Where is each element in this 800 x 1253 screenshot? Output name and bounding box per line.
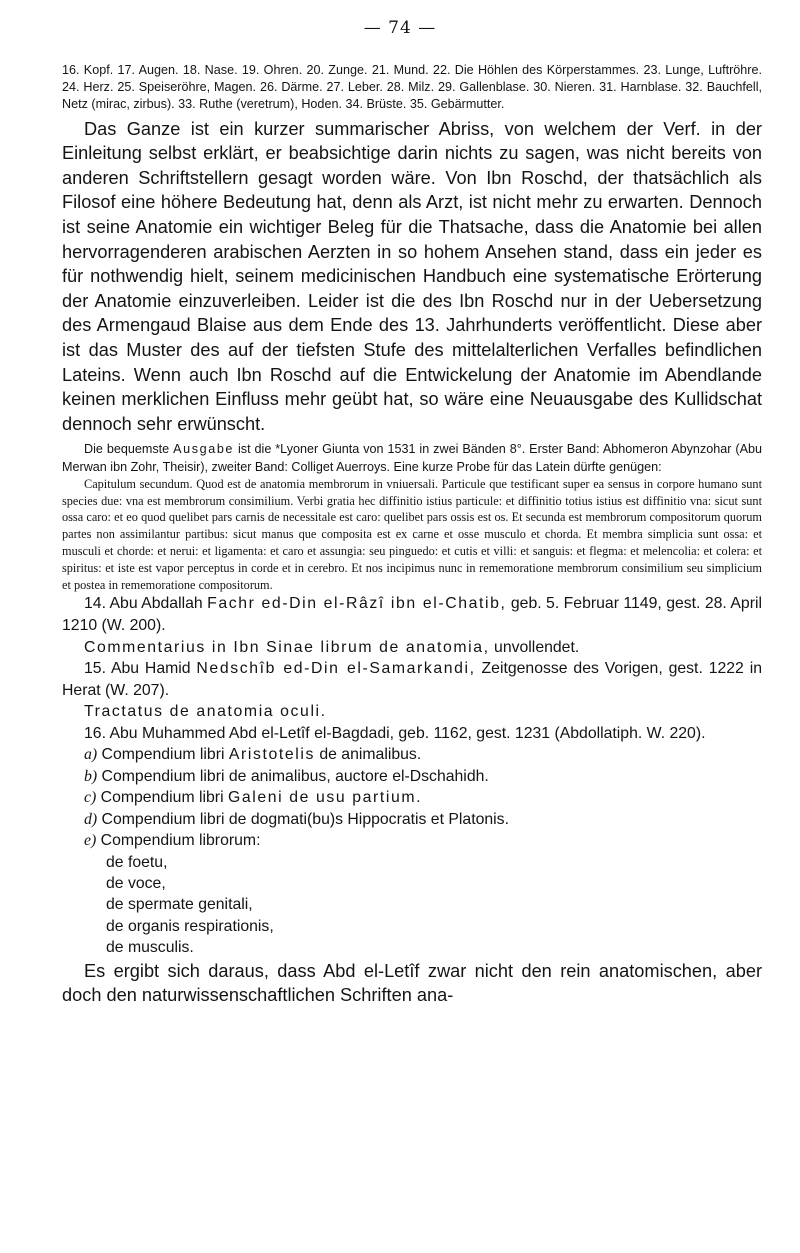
latin-quotation: Capitulum secundum. Quod est de anatomia membrorum in vniuersali. Particule que testificant super ea sensus in corpore humano sunt species due: vna est membrorum consimilium. Verbi gratia hec diffinitio istius particule: et diffinitio totius istius est diffinitio vna: sicut sunt ossa caro: et eo quod quelibet pars carnis de necessitale est caro: quelibet pars ossis est os. Et secunda est membrorum compositorum quorum partes non assimilantur partibus: sicut manus que composita est ex carne et osse musculo et chorda. Et membra simplicia sunt ossa: et musculi et chorde: et nerui: et ligamenta: et caro et assungia: seu pinguedo: et cutis et villi: et sanguis: et flegma: et melencolia: et colera: et spiritus: et iste est vapor perceptus in corde et in cerebro. Et nos incipimus nunc in rememoratione membrorum consimilium seu simplicium et postea in rememoratione compositorum.	[62, 476, 762, 592]
work-spaced: Aristotelis	[228, 746, 315, 764]
entry-16-prefix: 16. Abu Muhammed	[84, 724, 229, 742]
final-paragraph: Es ergibt sich daraus, dass Abd el-Letîf zwar nicht den rein anatomischen, aber doch den naturwissenschaftlichen Schriften ana-	[62, 960, 762, 1006]
page-content	[62, 62, 762, 1008]
list-item	[62, 809, 762, 830]
entry-15	[62, 658, 762, 701]
entry-15-work-title: Tractatus de anatomia oculi.	[84, 703, 327, 721]
list-marker: d)	[84, 810, 98, 828]
entry-15-prefix: 15. Abu Hamid	[84, 660, 197, 678]
work-text: Compendium libri	[97, 746, 229, 764]
main-paragraph: Das Ganze ist ein kurzer summarischer Abriss, von welchem der Verf. in der Einleitung selbst erklärt, er beabsichtige darin nichts zu sagen, was nicht bereits von anderen Schriftstellern gesagt worden wäre. Von Ibn Roschd, der thatsächlich als Filosof eine höhere Bedeutung hat, denn als Arzt, ist nicht mehr zu erwarten. Dennoch ist seine Anatomie ein wichtiger Beleg für die Thatsache, dass die Anatomie bei allen hervorragenderen arabischen Aerzten in so hohem Ansehen stand, dass ein jeder es für nothwendig hielt, seinem medicinischen Handbuch eine systematische Erörterung der Anatomie einzuverleiben. Leider ist die des Ibn Roschd nur in der Uebersetzung des Armengaud Blaise aus dem Ende des 13. Jahrhunderts veröffentlicht. Diese aber ist das Muster des auf der tiefsten Stufe des mittelalterlichen Verfalles befindlichen Lateins. Wenn auch Ibn Roschd auf die Entwickelung der Anatomie im Abendlande keinen merklichen Einfluss mehr geübt hat, so wäre eine Neuausgabe des Kullidschat dennoch sehr erwünscht.	[62, 118, 762, 434]
entry-16-dates: el-Bagdadi, geb. 1162, gest. 1231 (Abdollatiph. W. 220).	[309, 724, 706, 742]
entry-14	[62, 593, 762, 636]
sub-list-item: de spermate genitali,	[106, 896, 253, 914]
work-text-end: de animalibus.	[314, 746, 422, 764]
entry-16-author: Abd el-Letîf	[228, 724, 310, 742]
list-item	[62, 744, 762, 765]
list-item	[62, 830, 762, 851]
list-marker: b)	[84, 767, 98, 785]
note-prefix: Die bequemste	[84, 442, 174, 457]
entry-14-prefix: 14. Abu Abdallah	[84, 595, 208, 613]
entry-15-author: Nedschîb ed-Din el-Samarkandi,	[196, 660, 476, 678]
page-header	[0, 18, 800, 40]
note-rest: ist die *Lyoner Giunta von 1531 in zwei Bänden 8°. Erster Band: Abhomeron Abynzohar (Abu Merwan ibn Zohr, Theisir), zweiter Band: Colliget Auerroys. Eine kurze Probe für das Latein dürfte genügen:	[62, 442, 762, 474]
list-item	[62, 787, 762, 808]
page-number: — 74 —	[363, 18, 437, 38]
sub-list-item: de voce,	[106, 874, 166, 892]
entry-14-work-title: Commentarius in Ibn Sinae librum de anatomia,	[84, 638, 490, 656]
entry-14-author: Fachr ed-Din el-Râzî ibn el-Chatib,	[207, 595, 507, 613]
work-text: Compendium libri de animalibus, auctore el-Dschahidh.	[97, 767, 489, 785]
entry-16	[62, 723, 762, 745]
list-item	[62, 766, 762, 787]
organ-list-paragraph: 16. Kopf. 17. Augen. 18. Nase. 19. Ohren. 20. Zunge. 21. Mund. 22. Die Höhlen des Körperstammes. 23. Lunge, Luftröhre. 24. Herz. 25. Speiseröhre, Magen. 26. Därme. 27. Leber. 28. Milz. 29. Gallenblase. 30. Nieren. 31. Harnblase. 32. Bauchfell, Netz (mirac, zirbus). 33. Ruthe (veretrum), Hoden. 34. Brüste. 35. Gebärmutter.	[62, 63, 762, 112]
work-spaced: Galeni de usu partium.	[227, 789, 423, 807]
entry-14-work	[62, 637, 762, 659]
work-text: Compendium libri de dogmati(bu)s Hippocratis et Platonis.	[97, 810, 509, 828]
list-marker: c)	[84, 789, 97, 807]
entry-15-work	[62, 701, 762, 723]
entry-14-dates: geb. 5. Februar 1149, gest. 28. April 1210 (W. 200).	[62, 595, 762, 634]
entry-15-dates: Zeitgenosse des Vorigen, gest. 1222 in Herat (W. 207).	[62, 660, 762, 699]
list-marker: a)	[84, 746, 98, 764]
work-text: Compendium librorum:	[96, 832, 261, 850]
note-spaced-word: Ausgabe	[173, 442, 235, 457]
footnote-edition	[62, 441, 762, 475]
entry-14-work-note: unvollendet.	[489, 638, 580, 656]
sub-list-item: de organis respirationis,	[106, 917, 274, 935]
sub-list-item: de musculis.	[106, 939, 194, 957]
list-marker: e)	[84, 832, 97, 850]
work-text: Compendium libri	[96, 789, 228, 807]
sub-list-item: de foetu,	[106, 853, 168, 871]
works-list	[62, 744, 762, 958]
